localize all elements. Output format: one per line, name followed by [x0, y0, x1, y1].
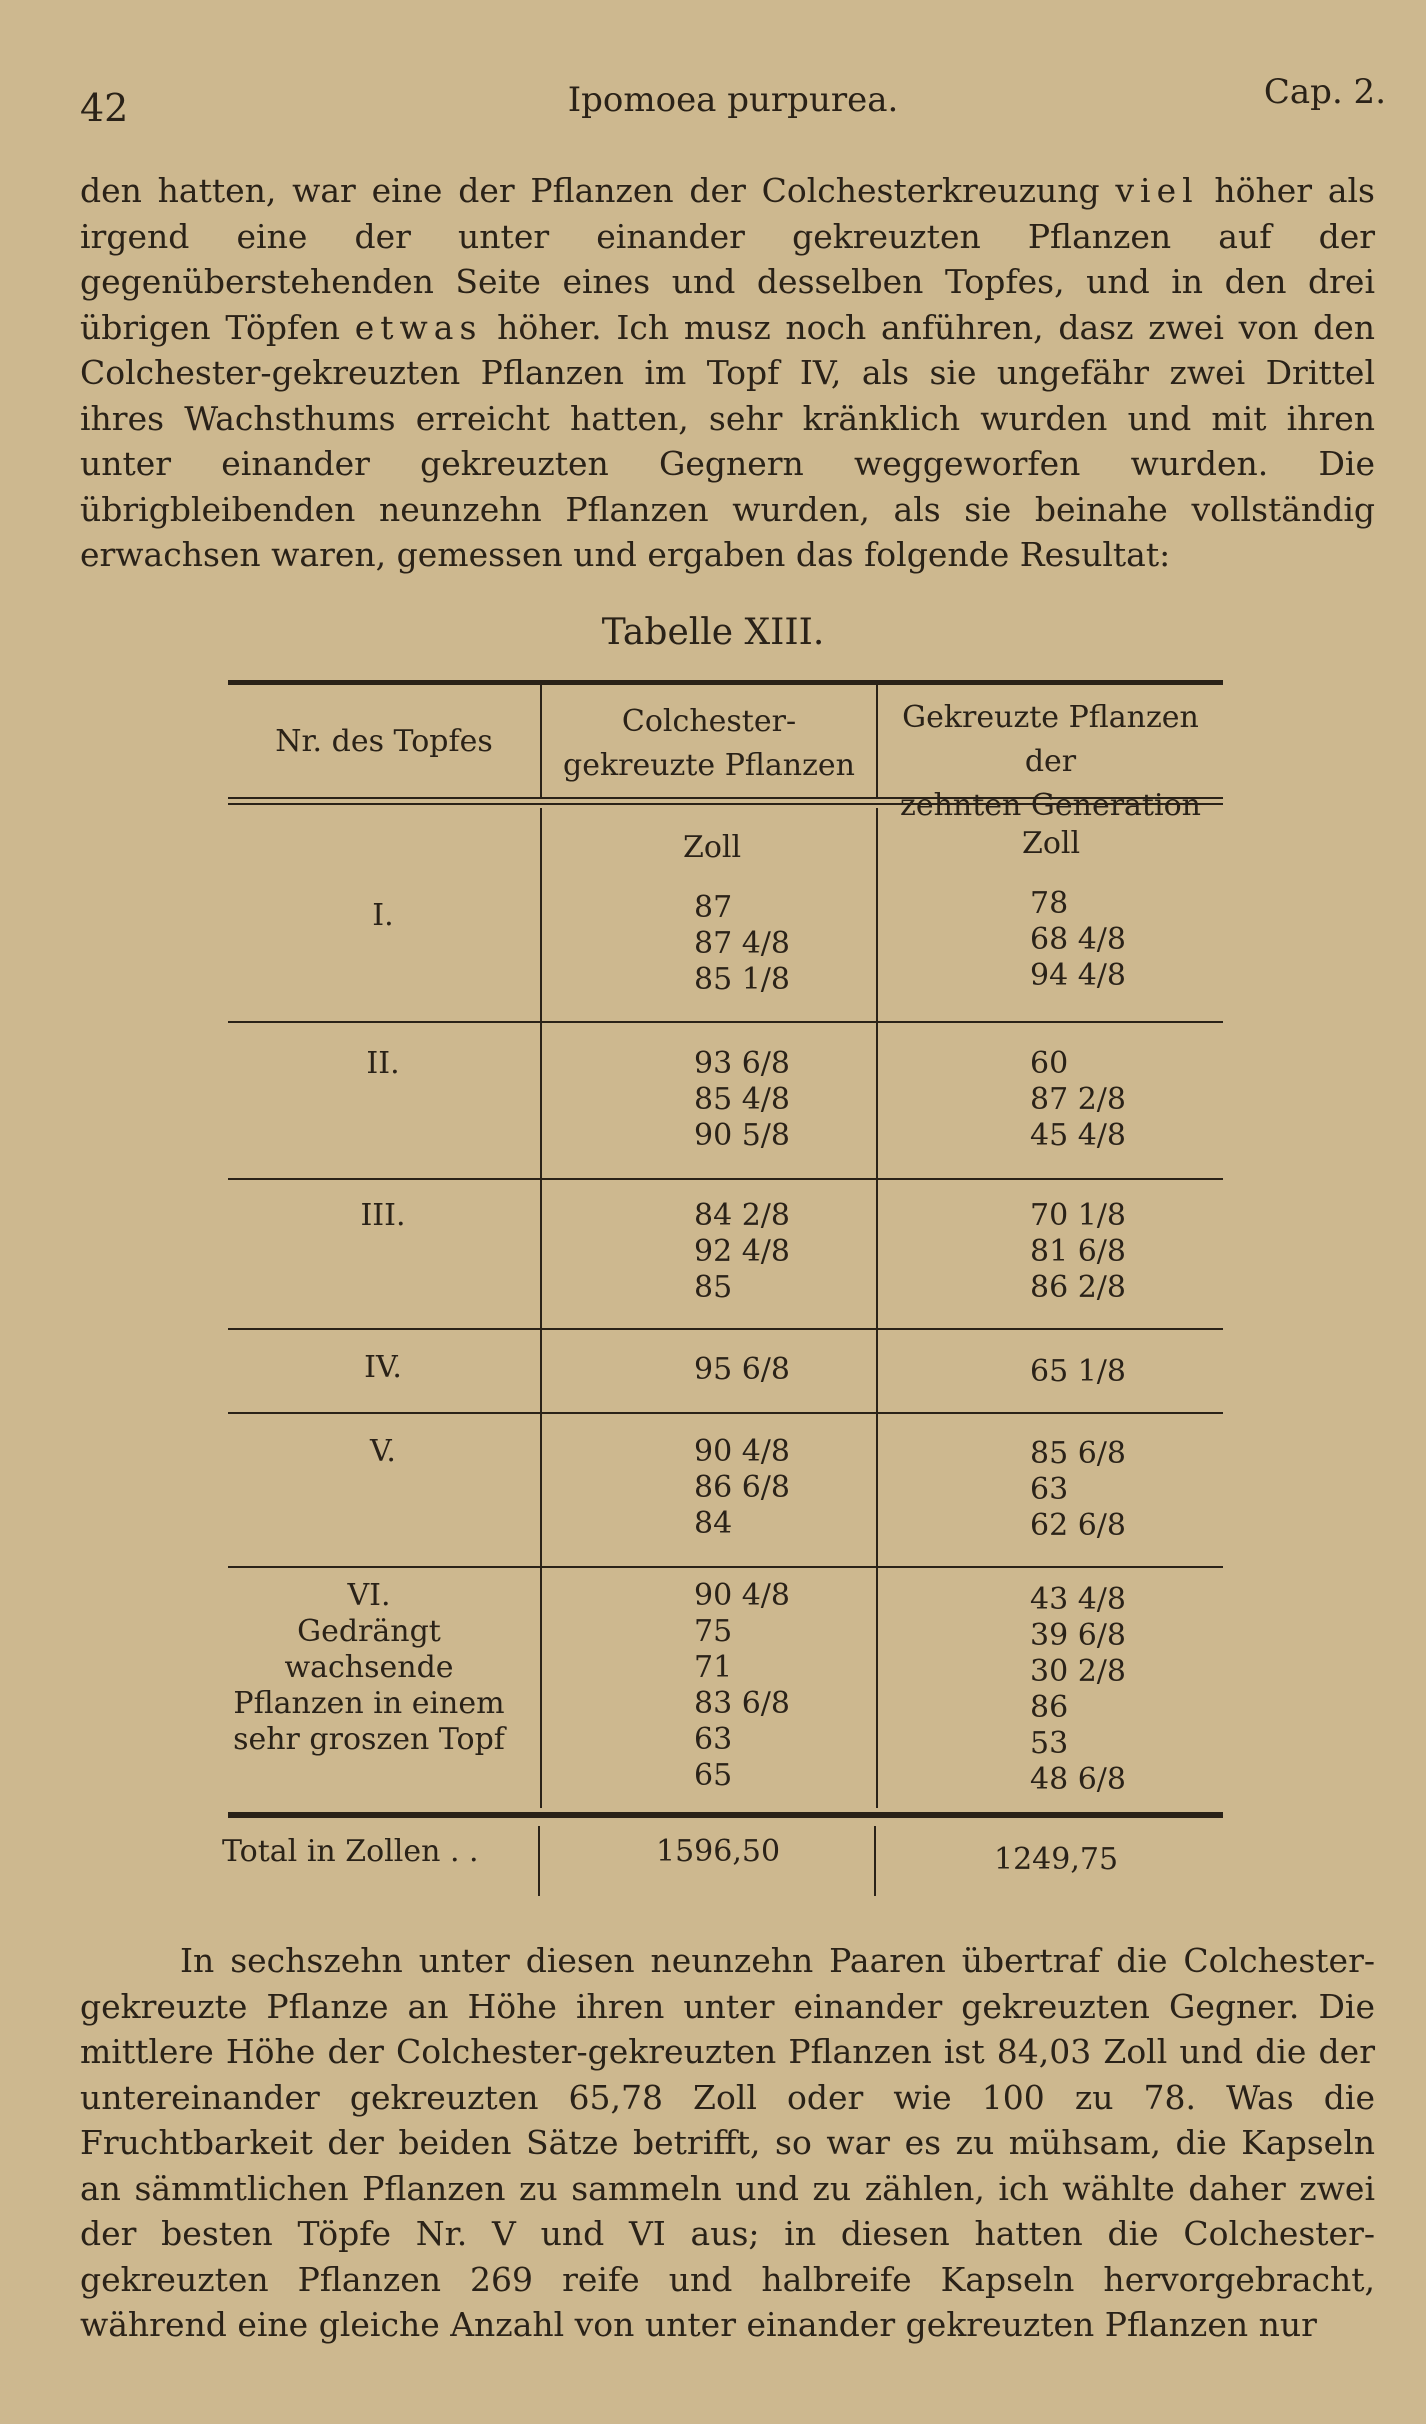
pot-label [228, 1198, 538, 1234]
measurement: 87 [694, 890, 733, 925]
table-top-rule [228, 680, 1223, 685]
measurement: 70 1/8 [1030, 1198, 1126, 1233]
measurement: 65 [694, 1758, 733, 1793]
colchester-values [694, 1352, 894, 1388]
measurement: 87 2/8 [1030, 1082, 1126, 1117]
measurement: 63 [1030, 1472, 1069, 1507]
measurement: 53 [1030, 1726, 1069, 1761]
pot-label-line: VI. [347, 1578, 391, 1613]
measurement: 63 [694, 1722, 733, 1757]
emphasis-spaced: viel [1115, 171, 1199, 210]
col-divider [874, 1826, 876, 1896]
measurement: 62 6/8 [1030, 1508, 1126, 1543]
measurement: 81 6/8 [1030, 1234, 1126, 1269]
crossed-values [1030, 1582, 1230, 1798]
header-line: Gekreuzte Pflanzen der [902, 700, 1199, 779]
measurement: 84 2/8 [694, 1198, 790, 1233]
pot-label [228, 898, 538, 934]
measurement: 90 5/8 [694, 1118, 790, 1153]
header-tenth-generation [878, 696, 1223, 828]
table-title: Tabelle XIII. [601, 612, 825, 653]
colchester-values [694, 1434, 894, 1542]
running-head [80, 72, 1386, 130]
text-run: höher. Ich musz noch anführen, dasz zwei von den Colchester-gekreuzten Pflanzen im Topf IV, als sie ungefähr zwei Drittel ihres Wachsthums erreicht hatten, sehr kränklich wurden und mit ihren unter einander gekreuzten Gegnern weggeworfen wurden. Die übrigbleibenden neunzehn Pflanzen wurden, als sie beinahe vollständig erwachsen waren, gemessen und ergaben das folgende Resultat: [80, 307, 1375, 574]
measurement: 65 1/8 [1030, 1354, 1126, 1389]
measurement: 60 [1030, 1046, 1069, 1081]
measurement: 83 6/8 [694, 1686, 790, 1721]
header-line: gekreuzte Pflanzen [563, 748, 855, 783]
colchester-values [694, 1198, 894, 1306]
group-divider [228, 1566, 1223, 1568]
pot-label-line: I. [372, 898, 394, 933]
measurement: 71 [694, 1650, 733, 1685]
header-line: Colchester- [621, 704, 797, 739]
measurement: 90 4/8 [694, 1578, 790, 1613]
measurement: 78 [1030, 886, 1069, 921]
colchester-values [694, 890, 894, 998]
col-divider [538, 1826, 540, 1896]
paragraph-intro [80, 168, 1375, 578]
paragraph-results: In sechszehn unter diesen neunzehn Paaren übertraf die Colchester-gekreuzte Pflanze an Höhe ihren unter einander gekreuzten Gegner. Die mittlere Höhe der Colchester-gekreuzten Pflanzen ist 84,03 Zoll und die der untereinander gekreuzten 65,78 Zoll oder wie 100 zu 78. Was die Fruchtbarkeit der beiden Sätze betrifft, so war es zu mühsam, die Kapseln an sämmtlichen Pflanzen zu sammeln und zu zählen, ich wählte daher zwei der besten Töpfe Nr. V und VI aus; in diesen hatten die Colchester-gekreuzten Pflanzen 269 reife und halbreife Kapseln hervorgebracht, während eine gleiche Anzahl von unter einander gekreuzten Pflanzen nur [80, 1941, 1375, 2344]
pot-label-line: sehr groszen Topf [233, 1722, 505, 1757]
pot-label [214, 1578, 524, 1758]
page-number: 42 [80, 86, 129, 130]
unit-label: Zoll [683, 830, 742, 865]
total-rule [228, 1812, 1223, 1818]
measurement: 68 4/8 [1030, 922, 1126, 957]
crossed-values [1030, 1354, 1230, 1390]
pot-label [228, 1434, 538, 1470]
unit-label: Zoll [1022, 826, 1081, 861]
measurement: 86 2/8 [1030, 1270, 1126, 1305]
group-divider [228, 1178, 1223, 1180]
measurement: 86 [1030, 1690, 1069, 1725]
measurement: 90 4/8 [694, 1434, 790, 1469]
pot-label-line: IV. [364, 1350, 402, 1385]
pot-label-line: Pflanzen in einem [233, 1686, 505, 1721]
colchester-values [694, 1578, 894, 1794]
measurement: 84 [694, 1506, 733, 1541]
crossed-values [1030, 1046, 1230, 1154]
header-colchester [542, 700, 876, 788]
total-colchester: 1596,50 [656, 1834, 781, 1869]
chapter-label: Cap. 2. [1263, 72, 1386, 112]
crossed-values [1030, 1436, 1230, 1544]
measurement: 86 6/8 [694, 1470, 790, 1505]
group-divider [228, 1412, 1223, 1414]
measurement: 85 4/8 [694, 1082, 790, 1117]
measurement: 85 1/8 [694, 962, 790, 997]
measurement: 92 4/8 [694, 1234, 790, 1269]
measurement: 87 4/8 [694, 926, 790, 961]
measurement: 94 4/8 [1030, 958, 1126, 993]
measurement: 43 4/8 [1030, 1582, 1126, 1617]
pot-label-line: Gedrängt wachsende [284, 1614, 454, 1685]
measurement: 95 6/8 [694, 1352, 790, 1387]
group-divider [228, 1328, 1223, 1330]
col-divider [540, 808, 542, 1808]
measurement: 39 6/8 [1030, 1618, 1126, 1653]
header-pot-number: Nr. des Topfes [275, 724, 493, 759]
measurement: 85 6/8 [1030, 1436, 1126, 1471]
total-label: Total in Zollen . . [222, 1834, 479, 1869]
text-run: den hatten, war eine der Pflanzen der Colchesterkreuzung [80, 171, 1116, 210]
crossed-values [1030, 1198, 1230, 1306]
measurement: 85 [694, 1270, 733, 1305]
header-line: zehnten Generation [900, 788, 1201, 823]
crossed-values [1030, 886, 1230, 994]
pot-label [228, 1046, 538, 1082]
pot-label-line: V. [370, 1434, 396, 1469]
measurement: 30 2/8 [1030, 1654, 1126, 1689]
running-title: Ipomoea purpurea. [567, 80, 899, 120]
measurement: 75 [694, 1614, 733, 1649]
colchester-values [694, 1046, 894, 1154]
total-crossed: 1249,75 [994, 1842, 1119, 1877]
pot-label-line: II. [366, 1046, 400, 1081]
measurement: 45 4/8 [1030, 1118, 1126, 1153]
text-run: höher als irgend eine der unter einander gekreuzten Pflanzen auf der gegenüberstehenden Seite eines und desselben Topfes, und in den drei übrigen Töpfen [80, 171, 1375, 347]
pot-label [228, 1350, 538, 1386]
measurement: 48 6/8 [1030, 1762, 1126, 1797]
pot-label-line: III. [360, 1198, 406, 1233]
emphasis-spaced: etwas [354, 307, 483, 347]
measurement: 93 6/8 [694, 1046, 790, 1081]
group-divider [228, 1021, 1223, 1023]
